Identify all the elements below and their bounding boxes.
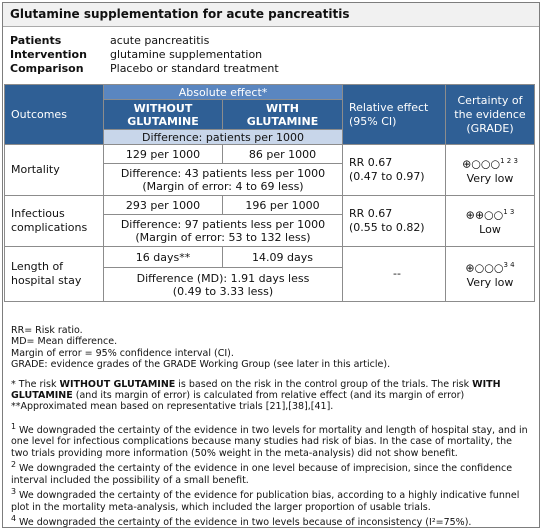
abbreviation: GRADE: evidence grades of the GRADE Working Group (see later in this article). xyxy=(11,359,391,371)
note-text: We downgraded the certainty of the evidence in two levels because of inconsistency (I²=75%). xyxy=(16,517,472,529)
header-relative-effect xyxy=(343,85,446,145)
header-line: WITH xyxy=(266,101,299,115)
outcome-infectious-complications xyxy=(5,196,104,247)
value-without: 16 days** xyxy=(104,247,223,268)
relative-effect xyxy=(343,196,446,247)
certainty-symbols: ⊕⊕○○ xyxy=(465,208,504,222)
header-certainty-line: the evidence xyxy=(454,107,526,121)
abbreviation: RR= Risk ratio. xyxy=(11,325,83,336)
value-without: 293 per 1000 xyxy=(104,196,223,215)
header-without-glutamine xyxy=(104,100,223,130)
certainty-label: Very low xyxy=(466,275,514,289)
note-number: 1 xyxy=(11,421,17,431)
numbered-note xyxy=(11,513,531,529)
value-with: 14.09 days xyxy=(223,247,343,268)
outcome-length-of-hospital-stay xyxy=(5,247,104,302)
value-with: 86 per 1000 xyxy=(223,145,343,164)
pico-value: glutamine supplementation xyxy=(110,48,263,61)
relative-line: RR 0.67 xyxy=(349,207,393,220)
abbreviation: MD= Mean difference. xyxy=(11,336,118,348)
header-with-glutamine xyxy=(223,100,343,130)
note-text: We downgraded the certainty of the evidence in one level because of imprecision, since the confidence interval included the possibility of a small benefit. xyxy=(11,463,513,486)
difference-cell xyxy=(104,164,343,196)
difference-line: Difference: 97 patients less per 1000 xyxy=(120,217,326,231)
difference-cell xyxy=(104,268,343,302)
outcome-line: Length of xyxy=(11,260,64,273)
certainty-symbols: ⊕○○○ xyxy=(462,157,501,171)
footnote-text: is based on the risk in the control group of the trials. The risk xyxy=(175,378,473,390)
pico-row-comparison xyxy=(10,62,539,76)
outcome-mortality xyxy=(5,145,104,196)
note-text: We downgraded the certainty of the evidence in two levels for mortality and length of hospital stay, and in one level for infectious complications because many studies had risk of bias. In the case of mortality, the two trials providing more information (50% weight in the meta-analysis) did not show benefit. xyxy=(11,425,528,459)
header-relative-line: (95% CI) xyxy=(349,114,397,128)
pico-value: Placebo or standard treatment xyxy=(110,62,279,75)
header-certainty-line: (GRADE) xyxy=(466,121,514,135)
certainty-label: Very low xyxy=(466,171,514,185)
difference-line: Difference: 43 patients less per 1000 xyxy=(120,166,326,180)
header-line: GLUTAMINE xyxy=(127,114,199,128)
difference-cell xyxy=(104,215,343,247)
relative-effect xyxy=(343,247,446,302)
numbered-note xyxy=(11,486,531,513)
header-line: GLUTAMINE xyxy=(246,114,319,128)
outcome-line: complications xyxy=(11,221,88,234)
header-relative-line: Relative effect xyxy=(349,100,429,114)
footnote-text: * The risk xyxy=(11,378,60,390)
certainty-notes: 3 4 xyxy=(503,261,515,270)
header-certainty xyxy=(446,85,535,145)
certainty-label: Low xyxy=(479,222,501,236)
pico-row-patients xyxy=(10,34,539,48)
pico-label: Comparison xyxy=(10,62,84,75)
note-number: 4 xyxy=(11,514,17,524)
relative-line: -- xyxy=(393,267,401,280)
footnote-bold: WITHOUT GLUTAMINE xyxy=(59,378,176,390)
numbered-note xyxy=(11,459,531,486)
difference-line: (Margin of error: 53 to 132 less) xyxy=(135,230,311,244)
footnote-mean: **Approximated mean based on representative trials [21],[38],[41]. xyxy=(11,401,334,413)
header-outcomes: Outcomes xyxy=(5,85,104,145)
footnote-risk xyxy=(11,379,531,402)
difference-line: (Margin of error: 4 to 69 less) xyxy=(142,179,304,193)
relative-line: (0.47 to 0.97) xyxy=(349,170,425,183)
difference-line: Difference (MD): 1.91 days less xyxy=(136,271,310,285)
certainty-cell xyxy=(446,145,535,196)
outcome-line: hospital stay xyxy=(11,274,82,287)
relative-line: RR 0.67 xyxy=(349,156,393,169)
certainty-notes: 1 3 xyxy=(503,208,515,217)
value-with: 196 per 1000 xyxy=(223,196,343,215)
relative-line: (0.55 to 0.82) xyxy=(349,221,425,234)
footnote-bold: WITH GLUTAMINE xyxy=(11,378,501,402)
outcome-line: Infectious xyxy=(11,207,65,220)
header-certainty-line: Certainty of xyxy=(457,93,523,107)
footnote-text: (and its margin of error) is calculated from relative effect (and its margin of error) xyxy=(72,390,465,402)
value-without: 129 per 1000 xyxy=(104,145,223,164)
abbreviation: Margin of error = 95% confidence interval (CI). xyxy=(11,347,234,359)
pico-label: Patients xyxy=(10,34,62,47)
pico-value: acute pancreatitis xyxy=(110,34,210,47)
pico-row-intervention xyxy=(10,48,539,62)
certainty-cell xyxy=(446,196,535,247)
note-number: 3 xyxy=(11,487,17,497)
numbered-note xyxy=(11,421,531,459)
certainty-cell xyxy=(446,247,535,302)
pico-block xyxy=(3,27,539,87)
difference-line: (0.49 to 3.33 less) xyxy=(172,284,274,298)
summary-of-findings-table xyxy=(4,84,535,302)
certainty-symbols: ⊕○○○ xyxy=(465,261,504,275)
panel-title: Glutamine supplementation for acute pancreatitis xyxy=(3,3,539,27)
certainty-notes: 1 2 3 xyxy=(500,157,518,166)
header-absolute-effect: Absolute effect* xyxy=(104,85,343,100)
header-difference: Difference: patients per 1000 xyxy=(104,130,343,145)
outcome-line: Mortality xyxy=(11,163,60,176)
note-text: We downgraded the certainty of the evidence for publication bias, according to a highly indicative funnel plot in the mortality meta-analysis, which included the larger proportion of usable trials. xyxy=(11,490,520,513)
relative-effect xyxy=(343,145,446,196)
pico-label: Intervention xyxy=(10,48,87,61)
header-line: WITHOUT xyxy=(133,101,193,115)
note-number: 2 xyxy=(11,460,17,470)
footnotes xyxy=(11,325,531,529)
